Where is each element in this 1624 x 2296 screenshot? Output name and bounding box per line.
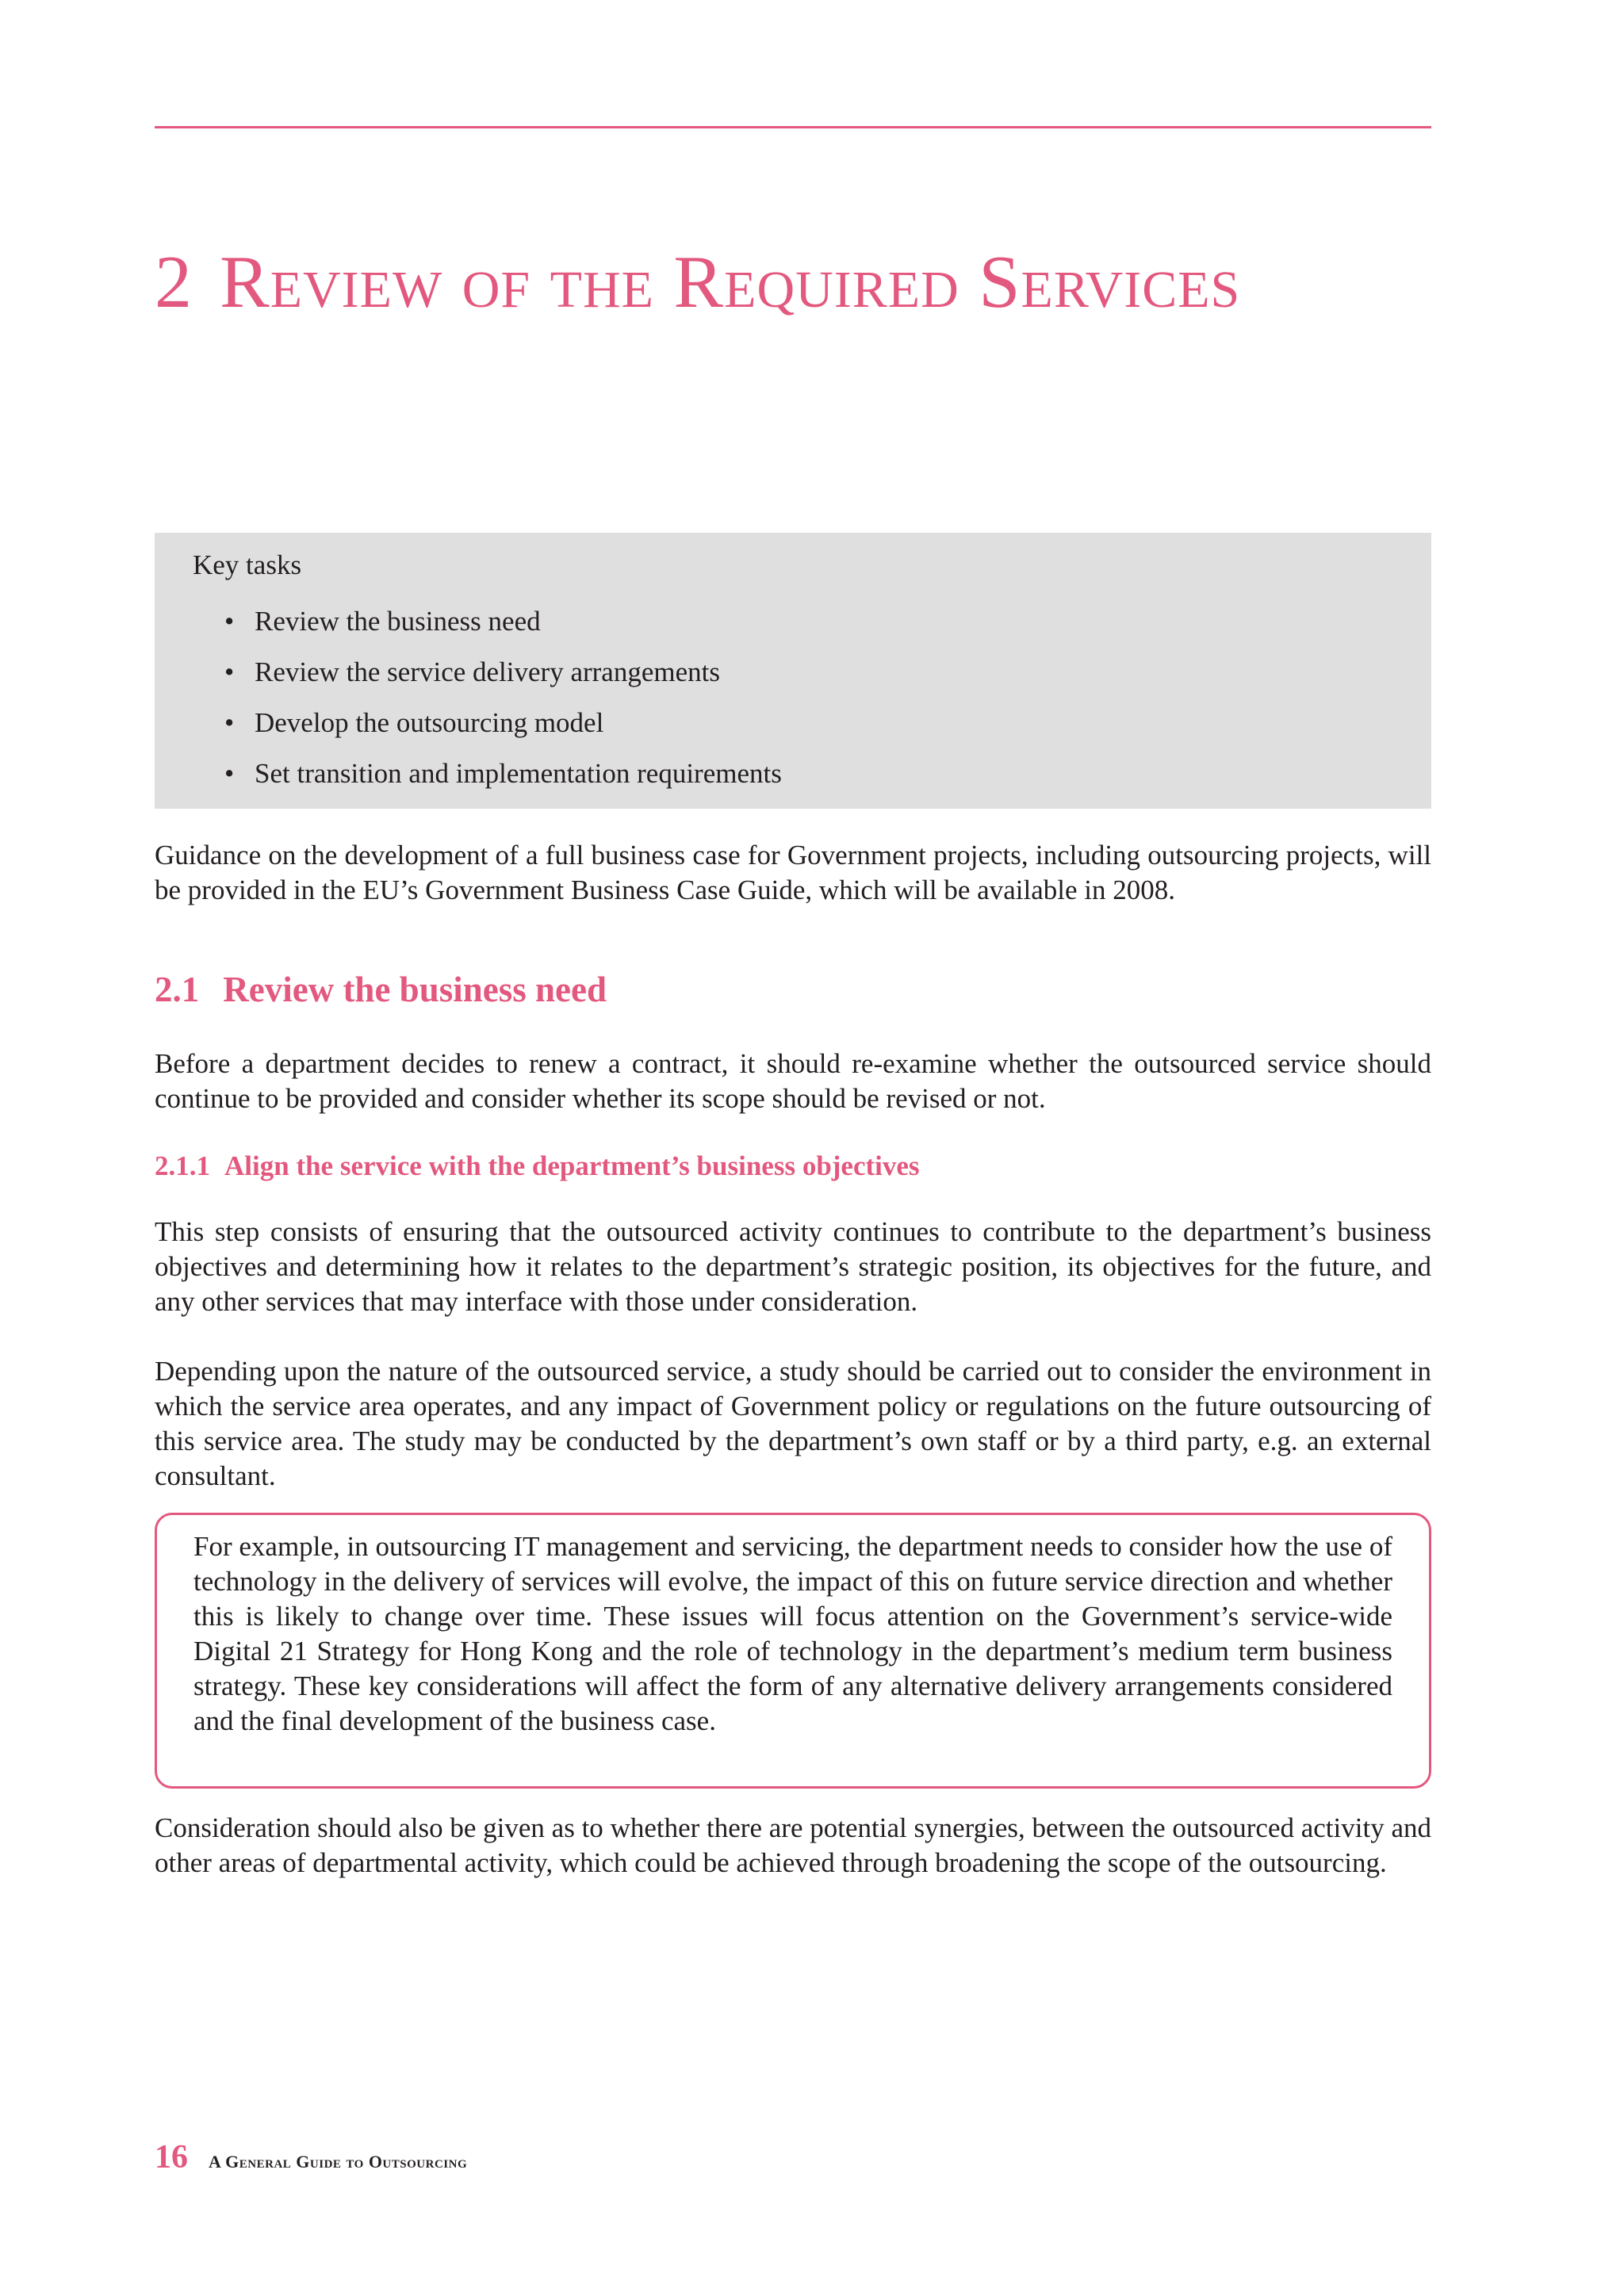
section-title-text: Review the business need [223,970,607,1009]
synergies-paragraph: Consideration should also be given as to whether there are potential synergies, between the outsourced activity and other areas of departmental activity, which could be achieved through broadening the scope of the outsourcing. [155,1812,1431,1878]
key-task-item: • Review the service delivery arrangements [224,647,1431,698]
key-task-item: • Review the business need [224,596,1431,647]
header-rule [155,126,1431,128]
chapter-number: 2 [155,241,193,323]
key-task-item: • Set transition and implementation requirements [224,748,1431,799]
study-paragraph: Depending upon the nature of the outsourced service, a study should be carried out to consider the environment in which the service area operates, and any impact of Government policy or regulations on the future outsourcing of this service area. The study may be conducted by the department’s own staff or by a third party, e.g. an external consultant. [155,1356,1431,1491]
chapter-title [155,242,1463,323]
example-callout-box [155,1513,1431,1789]
key-tasks-box [155,533,1431,809]
section-2-1-paragraph: Before a department decides to renew a contract, it should re-examine whether the outsourced service should continue to be provided and consider whether its scope should be revised or not. [155,1048,1431,1114]
running-title: A General Guide to Outsourcing [209,2152,468,2172]
chapter-title-text: Review of the Required Services [220,241,1241,323]
page-footer [155,2138,467,2176]
example-text: For example, in outsourcing IT management and servicing, the department needs to consider how the use of technology in the delivery of services will evolve, the impact of this on future service direction and whether this is likely to change over time. These issues will focus attention on the Government’s service-wide Digital 21 Strategy for Hong Kong and the role of technology in the department’s medium term business strategy. These key considerations will affect the form of any alternative delivery arrangements considered and the final development of the business case. [193,1531,1392,1736]
objectives-paragraph: This step consists of ensuring that the outsourced activity continues to contribute to the department’s business objectives and determining how it relates to the department’s strategic position, its objectives for the future, and any other services that may interface with those under consideration. [155,1216,1431,1317]
section-2-1-heading [155,968,607,1011]
section-2-1-1-heading [155,1150,920,1183]
page-number: 16 [155,2139,188,2175]
subsection-number: 2.1.1 [155,1150,210,1181]
intro-paragraph: Guidance on the development of a full business case for Government projects, including outsourcing projects, will be provided in the EU’s Government Business Case Guide, which will be available in 2008. [155,840,1431,905]
key-tasks-list [193,596,1431,799]
key-tasks-heading: Key tasks [193,549,302,580]
section-number: 2.1 [155,970,200,1009]
subsection-title-text: Align the service with the department’s business objectives [224,1150,920,1181]
key-task-item: • Develop the outsourcing model [224,698,1431,748]
